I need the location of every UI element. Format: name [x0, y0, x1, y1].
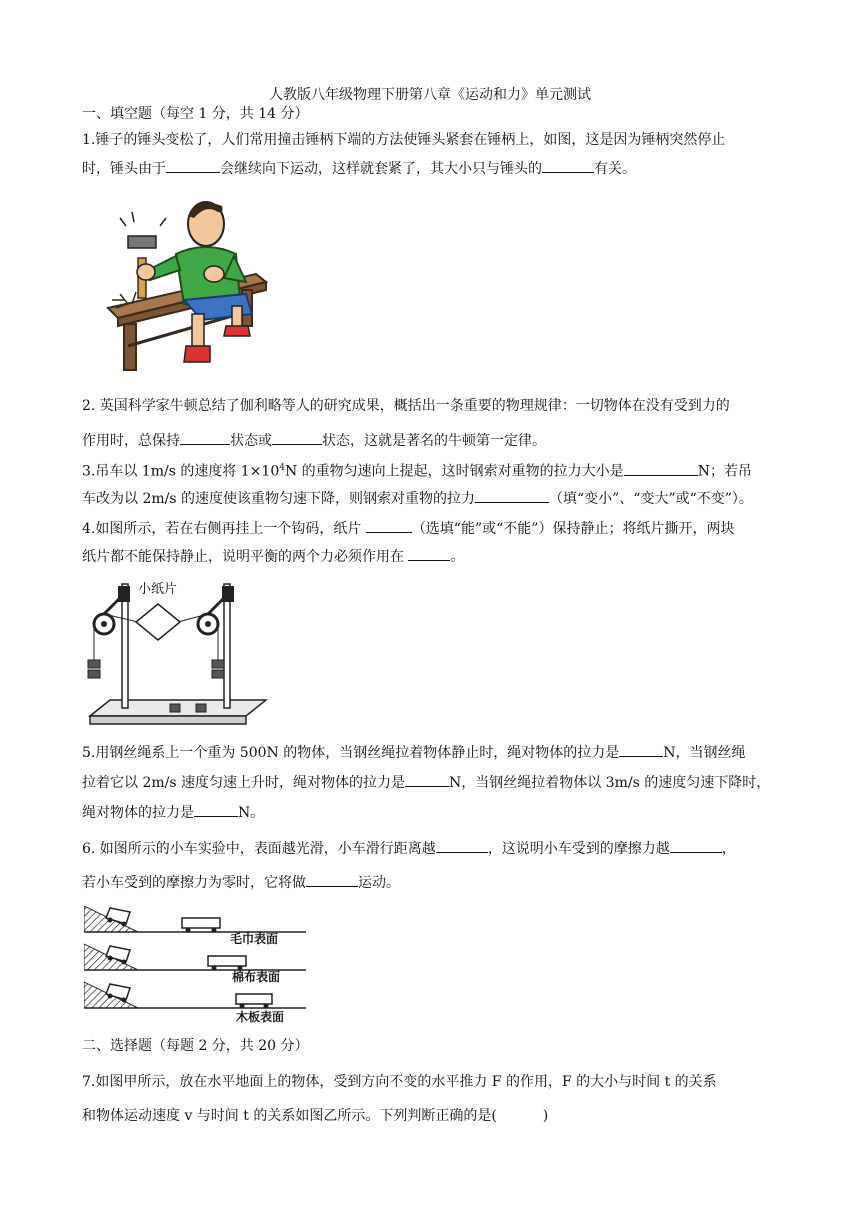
- answer-blank[interactable]: [405, 772, 449, 787]
- answer-blank[interactable]: [408, 546, 450, 561]
- q5-text-f: N。: [238, 805, 265, 821]
- q5-text-a: 5.用钢丝绳系上一个重为 500N 的物体，当钢丝绳拉着物体静止时，绳对物体的拉力是: [82, 745, 620, 761]
- q7-text-b: ): [542, 1108, 549, 1124]
- question-2-line-2: [82, 430, 546, 451]
- q4-text-d: 。: [450, 549, 465, 565]
- question-3-line-1: [82, 458, 752, 482]
- q4-text-c: 纸片都不能保持静止，说明平衡的两个力必须作用在: [82, 549, 404, 565]
- answer-blank[interactable]: [194, 802, 238, 817]
- q5-text-b: N，当钢丝绳: [663, 745, 746, 761]
- q6-text-c: ，: [721, 841, 736, 857]
- question-5-line-1: [82, 742, 745, 763]
- section-fill-in-heading: 一、填空题（每空 1 分，共 14 分）: [82, 106, 309, 122]
- question-5-line-3: [82, 802, 264, 823]
- q6-text-e: 运动。: [358, 875, 400, 891]
- q6-text-a: 6. 如图所示的小车实验中，表面越光滑，小车滑行距离越: [82, 841, 436, 857]
- q6-text-d: 若小车受到的摩擦力为零时，它将做: [82, 875, 306, 891]
- q2-text-b: 状态或: [230, 433, 272, 449]
- question-3-line-2: [82, 488, 753, 509]
- question-7-line-1: 7.如图甲所示，放在水平地面上的物体，受到方向不变的水平推力 F 的作用，F 的大小与时间 t 的关系: [82, 1074, 717, 1090]
- question-6-line-1: [82, 838, 736, 859]
- answer-blank[interactable]: [436, 838, 488, 853]
- paper-card-balance-figure: [84, 576, 270, 728]
- hammer-boy-figure: [106, 196, 270, 372]
- surface-label-wood: 木板表面: [236, 1010, 285, 1024]
- q6-text-b: ，这说明小车受到的摩擦力越: [487, 841, 670, 857]
- answer-blank[interactable]: [624, 461, 698, 476]
- page-title: 人教版八年级物理下册第八章《运动和力》单元测试: [269, 87, 591, 103]
- figure-label-paper-card: 小纸片: [138, 582, 178, 597]
- q5-text-d: N，当钢丝绳拉着物体以 3m/s 的速度匀速下降时，: [448, 775, 771, 791]
- q3-text-d: 车改为以 2m/s 的速度使该重物匀速下降，则钢索对重物的拉力: [82, 491, 475, 507]
- answer-blank[interactable]: [306, 872, 358, 887]
- q3-exponent: 4: [279, 463, 285, 473]
- question-5-line-2: [82, 772, 770, 793]
- surface-label-towel: 毛巾表面: [230, 932, 279, 946]
- q3-text-b: N 的重物匀速向上提起，这时钢索对重物的拉力大小是: [284, 463, 624, 480]
- surface-label-cotton: 棉布表面: [232, 970, 281, 984]
- question-2-line-1: 2. 英国科学家牛顿总结了伽利略等人的研究成果，概括出一条重要的物理规律：一切物体在没有受到力的: [82, 398, 730, 414]
- q4-text-a: 4.如图所示，若在右侧再挂上一个钩码，纸片: [82, 521, 362, 537]
- q1-text-c: 有关。: [594, 161, 636, 177]
- question-4-line-1: [82, 518, 734, 539]
- answer-blank[interactable]: [670, 838, 722, 853]
- answer-blank[interactable]: [272, 430, 322, 445]
- question-1-line-1: 1.锤子的锤头变松了，人们常用撞击锤柄下端的方法使锤头紧套在锤柄上，如图，这是因为锤柄突然停止: [82, 132, 726, 148]
- q4-text-b: （选填“能”或“不能”）保持静止；将纸片撕开，两块: [411, 521, 735, 537]
- answer-blank[interactable]: [619, 742, 663, 757]
- question-7-line-2: [82, 1106, 548, 1126]
- q3-text-c: N；若吊: [697, 463, 752, 480]
- answer-blank[interactable]: [166, 158, 220, 173]
- q3-text-e: （填“变小”、“变大”或“不变”）。: [548, 491, 753, 507]
- q5-text-c: 拉着它以 2m/s 速度匀速上升时，绳对物体的拉力是: [82, 775, 405, 791]
- q1-text-a: 时，锤头由于: [82, 161, 166, 177]
- answer-blank[interactable]: [475, 488, 549, 503]
- answer-blank[interactable]: [366, 518, 412, 533]
- answer-blank[interactable]: [180, 430, 230, 445]
- question-6-line-2: [82, 872, 400, 893]
- question-4-line-2: [82, 546, 464, 567]
- q2-text-a: 作用时，总保持: [82, 433, 180, 449]
- q7-text-a: 和物体运动速度 v 与时间 t 的关系如图乙所示。下列判断正确的是(: [82, 1108, 497, 1124]
- q1-text-b: 会继续向下运动，这样就套紧了，其大小只与锤头的: [220, 161, 542, 177]
- q5-text-e: 绳对物体的拉力是: [82, 805, 194, 821]
- section-choice-heading: 二、选择题（每题 2 分，共 20 分）: [82, 1038, 309, 1054]
- q3-text-a: 3.吊车以 1m/s 的速度将 1×10: [82, 463, 280, 480]
- question-1-line-2: [82, 158, 636, 179]
- q2-text-c: 状态，这就是著名的牛顿第一定律。: [322, 433, 546, 449]
- answer-blank[interactable]: [542, 158, 594, 173]
